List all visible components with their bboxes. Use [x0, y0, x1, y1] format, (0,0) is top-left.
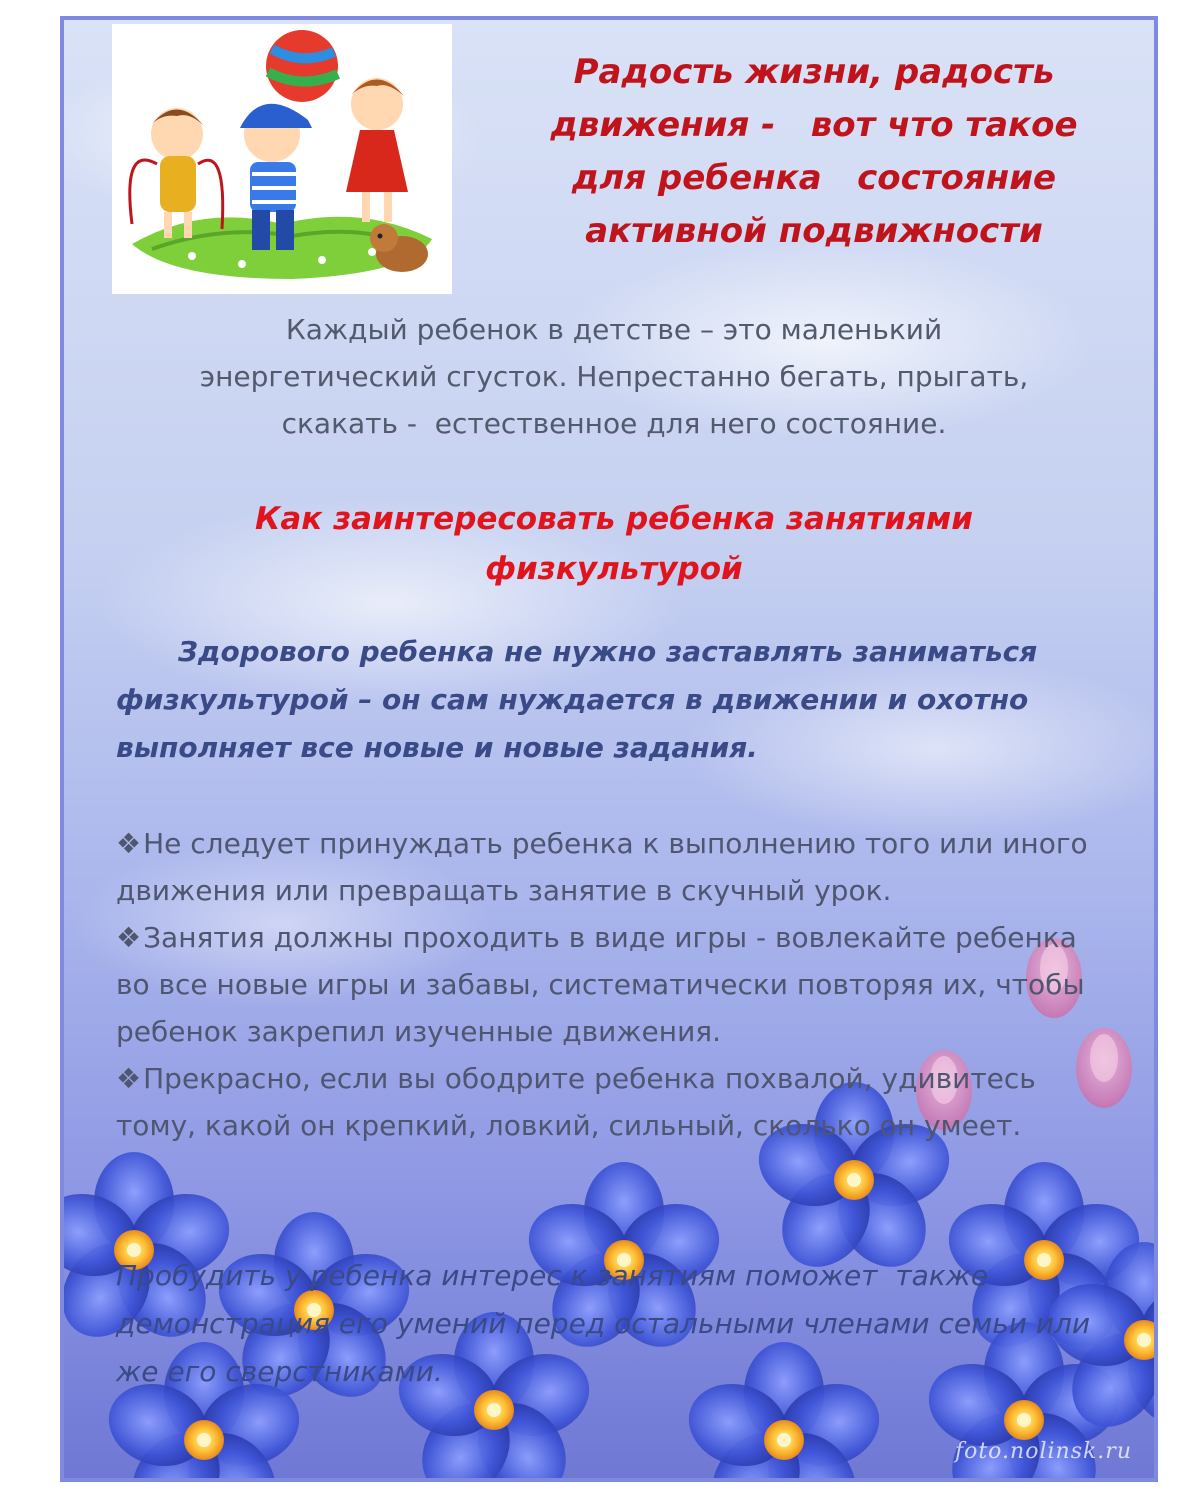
watermark: foto.nolinsk.ru — [954, 1439, 1132, 1464]
section-heading — [144, 494, 1084, 594]
heading-line: физкультурой — [485, 551, 743, 587]
title-line: движения - вот что такое — [550, 105, 1078, 145]
tips-list — [116, 820, 1116, 1149]
title-line: Радость жизни, радость — [573, 52, 1055, 92]
diamond-bullet-icon: ❖ — [116, 827, 142, 860]
poster-title — [504, 46, 1124, 258]
children-playing-illustration — [112, 24, 452, 294]
list-item — [116, 820, 1116, 914]
tip-text: Прекрасно, если вы ободрите ребенка похвалой, удивитесь тому, какой он крепкий, ловкий, сильный, сколько он умеет. — [116, 1062, 1036, 1142]
title-line: для ребенка состояние — [571, 158, 1057, 198]
diamond-bullet-icon: ❖ — [116, 1062, 142, 1095]
intro-paragraph — [144, 306, 1084, 447]
closing-paragraph: Пробудить у ребенка интерес к занятиям поможет также демонстрация его умений перед остальными членами семьи или же его сверстниками. — [116, 1259, 1099, 1388]
list-item — [116, 1055, 1116, 1149]
tip-text: Не следует принуждать ребенка к выполнению того или иного движения или превращать занятие в скучный урок. — [116, 827, 1088, 907]
poster-sheet — [60, 16, 1158, 1482]
title-line: активной подвижности — [585, 211, 1043, 251]
tip-text: Занятия должны проходить в виде игры - вовлекайте ребенка во все новые игры и забавы, систематически повторяя их, чтобы ребенок закрепил изученные движения. — [116, 921, 1085, 1048]
intro-line: энергетический сгусток. Непрестанно бегать, прыгать, — [199, 360, 1029, 393]
diamond-bullet-icon: ❖ — [116, 921, 142, 954]
intro-line: Каждый ребенок в детстве – это маленький — [285, 313, 943, 346]
lead-paragraph: Здорового ребенка не нужно заставлять заниматься физкультурой – он сам нуждается в движении и охотно выполняет все новые и новые задания. — [116, 635, 1038, 764]
intro-line: скакать - естественное для него состояние. — [281, 407, 947, 440]
heading-line: Как заинтересовать ребенка занятиями — [255, 501, 973, 537]
list-item — [116, 914, 1116, 1055]
children-playing-ball-icon — [112, 24, 452, 294]
